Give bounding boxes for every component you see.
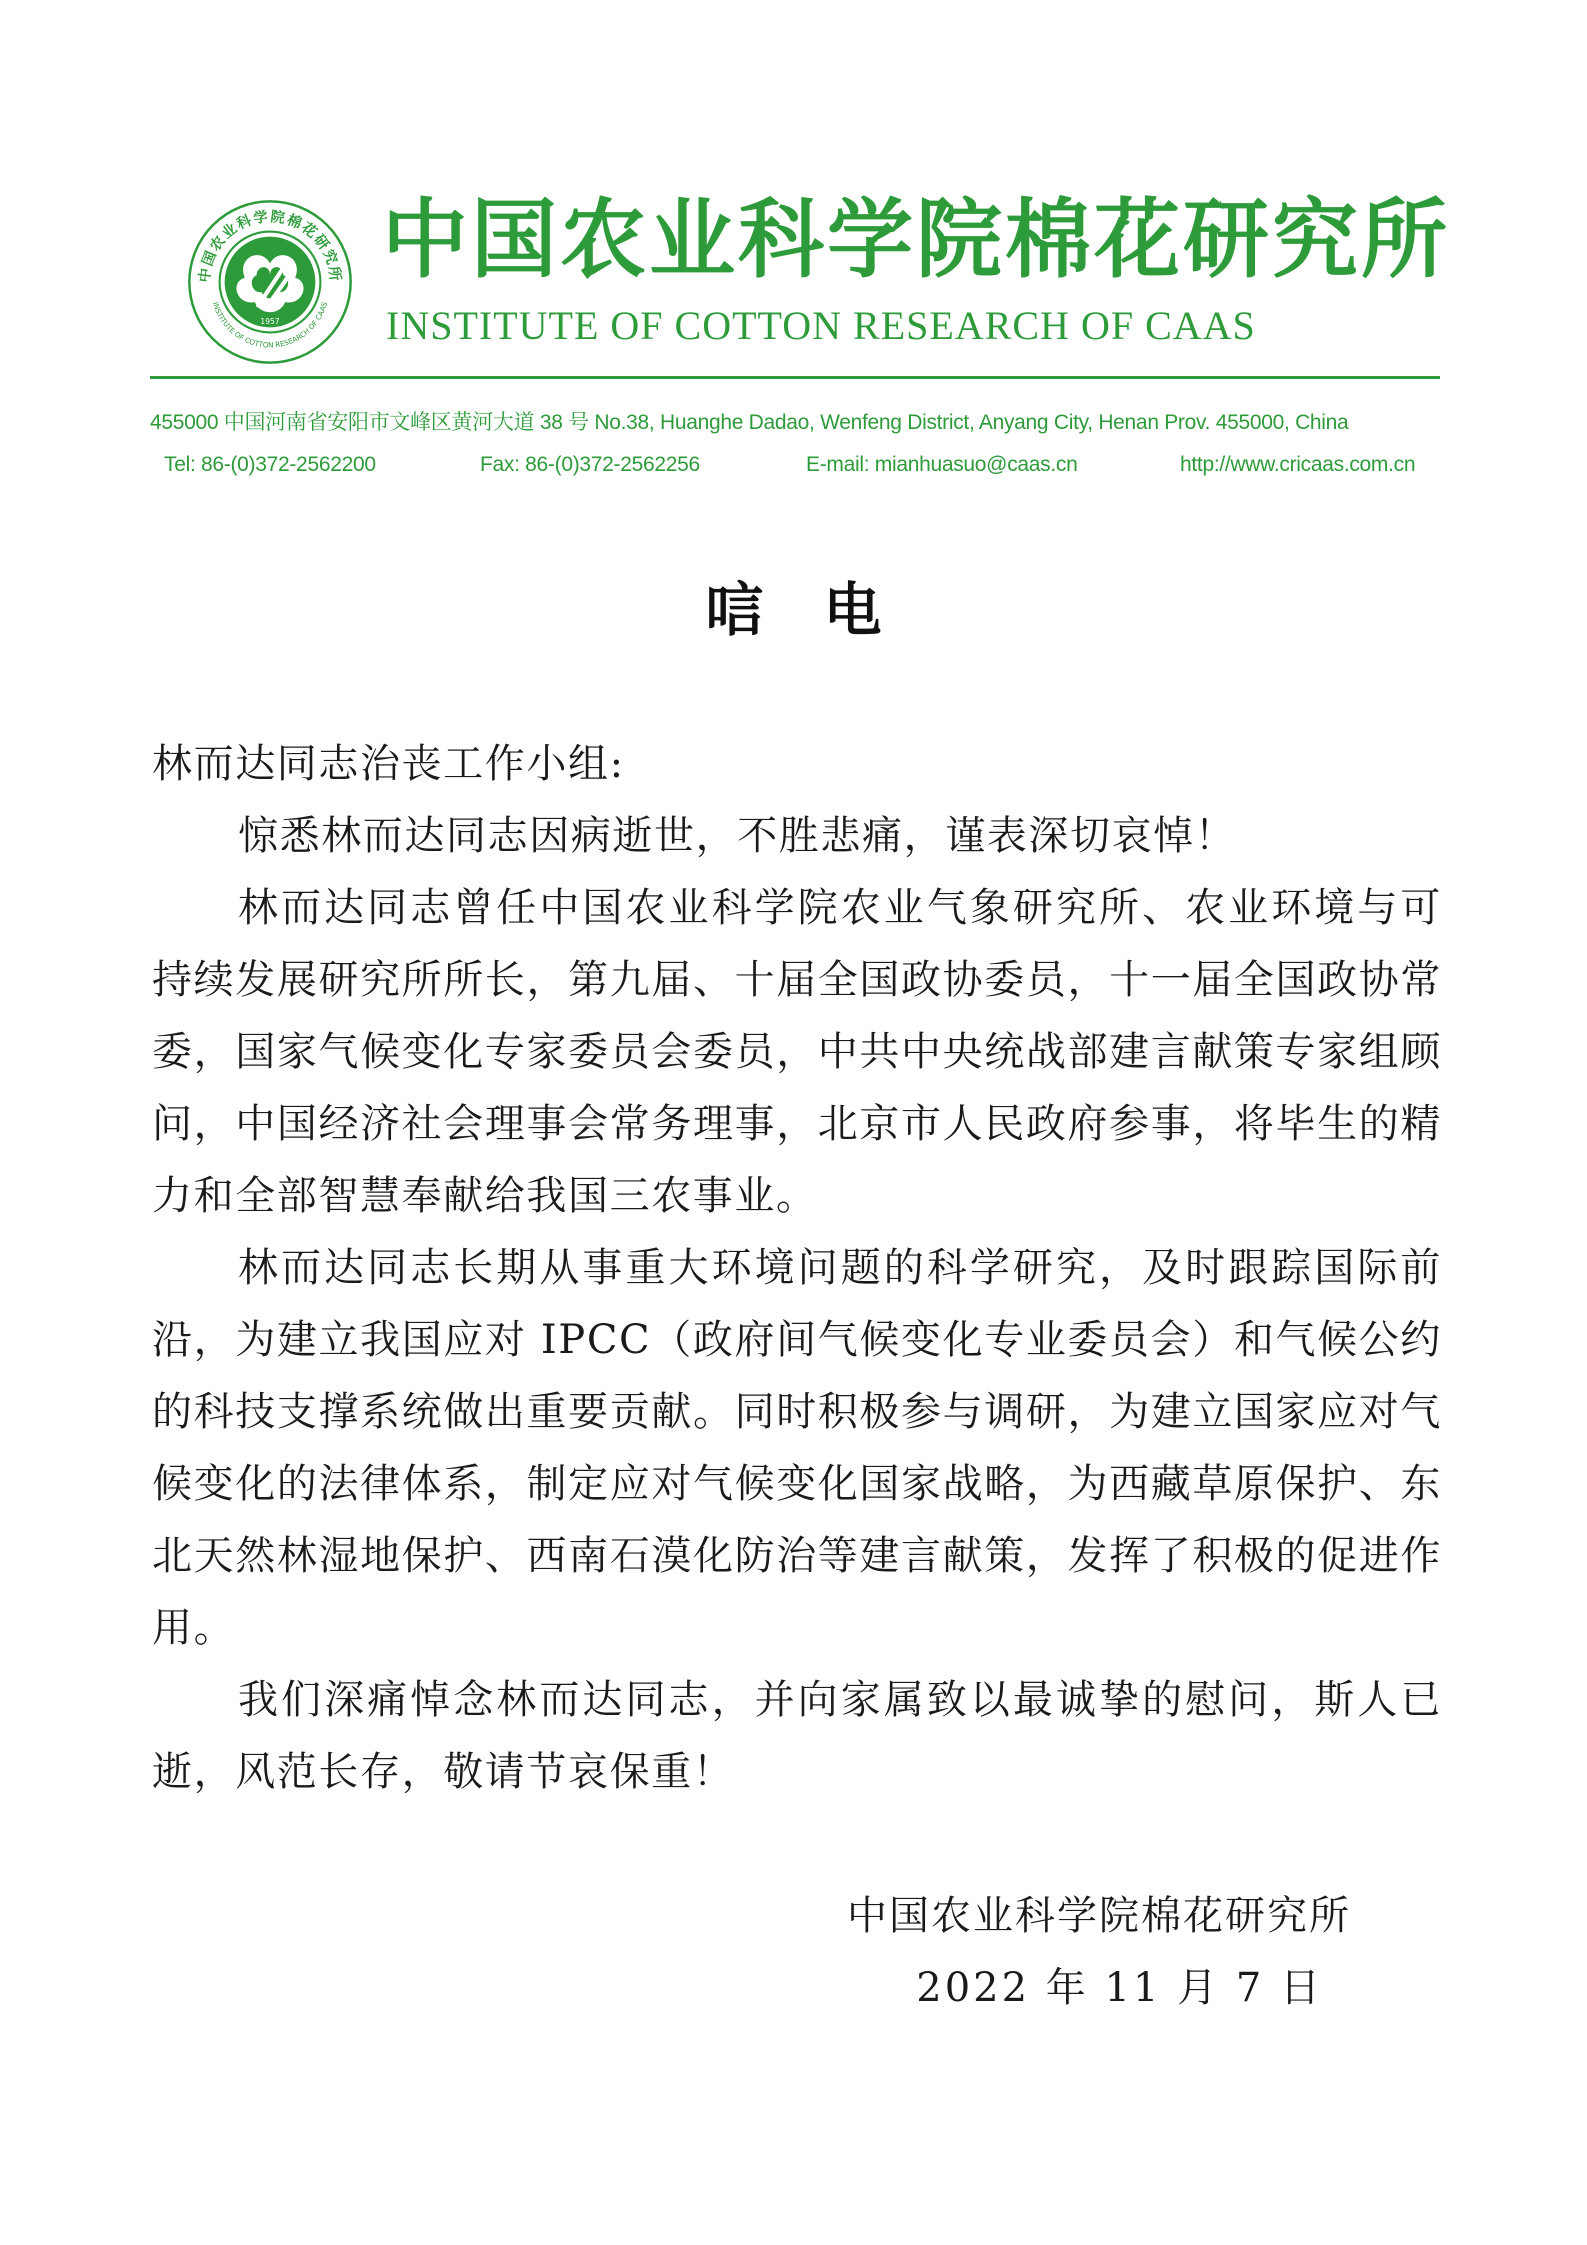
org-name-english: INSTITUTE OF COTTON RESEARCH OF CAAS [386,303,1256,348]
letterhead-divider [150,376,1440,379]
seal-year: 1957 [260,317,280,326]
email-link[interactable]: E-mail: mianhuasuo@caas.cn [806,453,1078,476]
salutation: 林而达同志治丧工作小组: [152,741,625,787]
paragraph-career: 林而达同志曾任中国农业科学院农业气象研究所、农业环境与可持续发展研究所所长，第九届、十届全国政协委员，十一届全国政协常委，国家气候变化专家委员会委员，中共中央统战部建言献策专家组顾问，中国经济社会理事会常务理事，北京市人民政府参事，将毕生的精力和全部智慧奉献给我国三农事业。 [152,885,1442,1219]
signature-date: 2022 年 11 月 7 日 [916,1965,1323,2011]
paragraph-closing: 我们深痛悼念林而达同志，并向家属致以最诚挚的慰问，斯人已逝，风范长存，敬请节哀保重！ [152,1677,1442,1795]
letterhead [150,180,1450,380]
telephone: Tel: 86-(0)372-2562200 [164,453,376,476]
document-title: 唁电 [705,576,942,644]
signature-block [847,1880,1351,2024]
letter-body [152,728,1442,1808]
website-link[interactable]: http://www.cricaas.com.cn [1180,453,1416,476]
fax: Fax: 86-(0)372-2562256 [480,453,700,476]
seal-ring-text-cn: 中国农业科学院棉花研究所 [197,209,343,284]
signature-org: 中国农业科学院棉花研究所 [847,1893,1351,1939]
paragraph-condolence: 惊悉林而达同志因病逝世，不胜悲痛，谨表深切哀悼！ [238,813,1237,859]
institute-seal-logo [186,198,354,366]
contact-info [150,450,1440,480]
postal-address: 455000 中国河南省安阳市文峰区黄河大道 38 号 No.38, Huanghe Dadao, Wenfeng District, Anyang City, Henan Prov. 455000, China [150,411,1349,434]
org-name-chinese: 中国农业科学院棉花研究所 [382,190,1450,290]
seal-ring-text-en: INSTITUTE OF COTTON RESEARCH OF CAAS [211,300,330,350]
paragraph-contributions: 林而达同志长期从事重大环境问题的科学研究，及时跟踪国际前沿，为建立我国应对 IPCC（政府间气候变化专业委员会）和气候公约的科技支撑系统做出重要贡献。同时积极参与调研，为建立国家应对气候变化的法律体系，制定应对气候变化国家战略，为西藏草原保护、东北天然林湿地保护、西南石漠化防治等建言献策，发挥了积极的促进作用。 [152,1245,1442,1651]
